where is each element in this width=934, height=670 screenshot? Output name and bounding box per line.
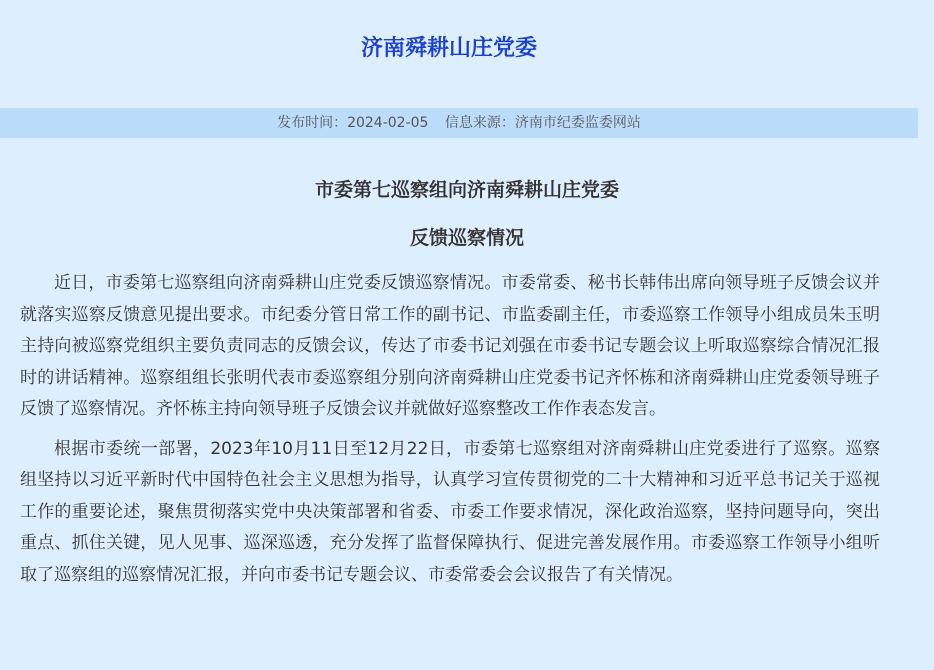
article-title-line-1: 市委第七巡察组向济南舜耕山庄党委 xyxy=(314,179,619,201)
article-title-line-2: 反馈巡察情况 xyxy=(409,227,524,249)
article-paragraph: 根据市委统一部署，2023年10月11日至12月22日，市委第七巡察组对济南舜耕山庄党委进行了巡察。巡察组坚持以习近平新时代中国特色社会主义思想为指导，认真学习宣传贯彻党的二十大精神和习近平总书记关于巡视工作的重要论述，聚焦贯彻落实党中央决策部署和省委、市委工作要求情况，深化政治巡察，坚持问题导向，突出重点、抓住关键，见人见事、巡深巡透，充分发挥了监督保障执行、促进完善发展作用。市委巡察工作领导小组听取了巡察组的巡察情况汇报，并向市委书记专题会议、市委常委会会议报告了有关情况。 xyxy=(20,438,880,585)
article-body xyxy=(20,268,880,599)
article-meta-bar xyxy=(0,108,918,138)
article-paragraph: 近日，市委第七巡察组向济南舜耕山庄党委反馈巡察情况。市委常委、秘书长韩伟出席向领导班子反馈会议并就落实巡察反馈意见提出要求。市纪委分管日常工作的副书记、市监委副主任，市委巡察工作领导小组成员朱玉明主持向被巡察党组织主要负责同志的反馈会议，传达了市委书记刘强在市委书记专题会议上听取巡察综合情况汇报时的讲话精神。巡察组组长张明代表市委巡察组分别向济南舜耕山庄党委书记齐怀栋和济南舜耕山庄党委领导班子反馈了巡察情况。齐怀栋主持向领导班子反馈会议并就做好巡察整改工作作表态发言。 xyxy=(20,273,880,419)
info-source: 信息来源：济南市纪委监委网站 xyxy=(444,115,641,131)
publish-time: 发布时间：2024-02-05 xyxy=(277,115,429,131)
site-title: 济南舜耕山庄党委 xyxy=(360,36,537,61)
